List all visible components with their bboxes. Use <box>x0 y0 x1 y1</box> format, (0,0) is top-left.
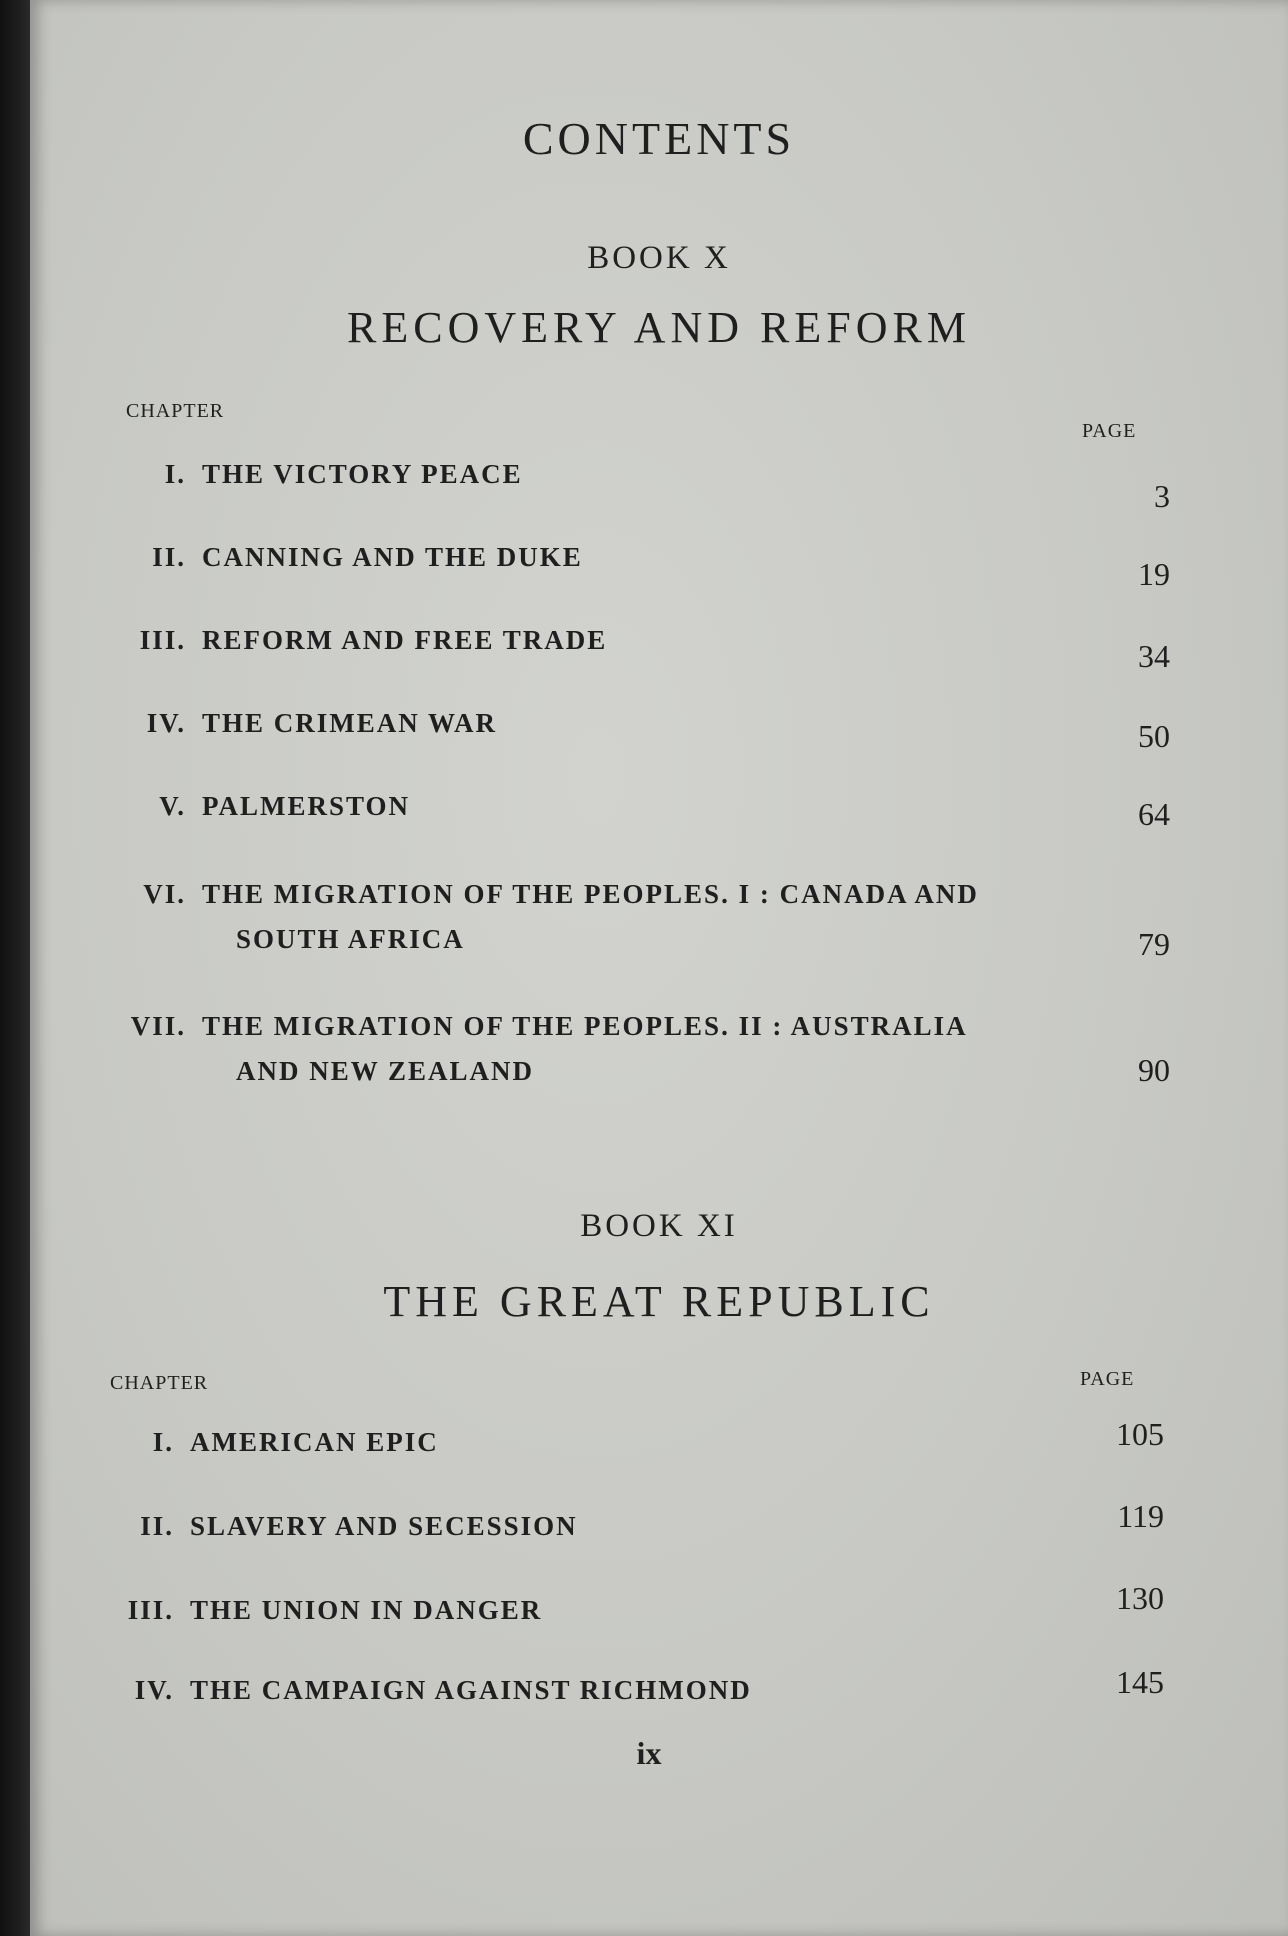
toc-entry[interactable] <box>114 1420 439 1465</box>
chapter-number: II. <box>152 542 186 572</box>
contents-title: CONTENTS <box>522 113 796 164</box>
folio-page-number: ix <box>636 1735 662 1771</box>
chapter-title: THE CAMPAIGN AGAINST RICHMOND <box>190 1675 752 1705</box>
chapter-column-heading: CHAPTER <box>126 400 225 422</box>
toc-entry[interactable] <box>126 872 979 962</box>
chapter-title-continuation: SOUTH AFRICA <box>236 924 465 954</box>
chapter-number: II. <box>140 1511 174 1541</box>
page-number: 19 <box>1138 556 1170 592</box>
chapter-number: V. <box>159 791 186 821</box>
page-number: 34 <box>1138 638 1170 674</box>
chapter-number: IV. <box>146 708 186 738</box>
page-number: 90 <box>1138 1052 1170 1088</box>
chapter-number: III. <box>139 625 186 655</box>
page-number: 79 <box>1138 926 1170 962</box>
chapter-number: VII. <box>130 1011 186 1041</box>
book-title: THE GREAT REPUBLIC <box>383 1277 935 1326</box>
page-number: 145 <box>1116 1664 1164 1700</box>
page-column-heading: PAGE <box>1080 1368 1135 1390</box>
chapter-title: SLAVERY AND SECESSION <box>190 1511 578 1541</box>
chapter-number: I. <box>152 1427 174 1457</box>
chapter-title-continuation: AND NEW ZEALAND <box>236 1056 535 1086</box>
book-label: BOOK XI <box>580 1208 738 1244</box>
chapter-title: THE MIGRATION OF THE PEOPLES. I : CANADA AND <box>202 879 979 909</box>
toc-entry[interactable] <box>126 701 497 746</box>
page-number: 119 <box>1117 1498 1164 1534</box>
chapter-number: III. <box>127 1595 174 1625</box>
toc-entry[interactable] <box>114 1504 578 1549</box>
book-title: RECOVERY AND REFORM <box>347 303 971 352</box>
toc-entry[interactable] <box>114 1668 752 1713</box>
chapter-title: REFORM AND FREE TRADE <box>202 625 608 655</box>
page-number: 64 <box>1138 796 1170 832</box>
chapter-title: THE VICTORY PEACE <box>202 459 523 489</box>
toc-entry[interactable] <box>126 452 523 497</box>
book-spine-shadow <box>0 0 30 1936</box>
page-number: 50 <box>1138 718 1170 754</box>
chapter-column-heading: CHAPTER <box>110 1372 209 1394</box>
page-number: 3 <box>1154 478 1170 514</box>
chapter-title: CANNING AND THE DUKE <box>202 542 583 572</box>
contents-page <box>30 0 1288 1936</box>
toc-entry[interactable] <box>116 1004 968 1094</box>
toc-entry[interactable] <box>126 618 607 663</box>
toc-entry[interactable] <box>114 1588 542 1633</box>
chapter-number: IV. <box>134 1675 174 1705</box>
page-column-heading: PAGE <box>1082 420 1137 442</box>
book-label: BOOK X <box>587 240 731 276</box>
chapter-title: THE MIGRATION OF THE PEOPLES. II : AUSTRALIA <box>202 1011 968 1041</box>
chapter-number: I. <box>164 459 186 489</box>
page-number: 105 <box>1116 1416 1164 1452</box>
chapter-title: AMERICAN EPIC <box>190 1427 439 1457</box>
toc-entry[interactable] <box>126 535 583 580</box>
chapter-title: PALMERSTON <box>202 791 411 821</box>
toc-entry[interactable] <box>126 784 410 829</box>
chapter-number: VI. <box>143 879 186 909</box>
page-number: 130 <box>1116 1580 1164 1616</box>
chapter-title: THE CRIMEAN WAR <box>202 708 498 738</box>
chapter-title: THE UNION IN DANGER <box>190 1595 543 1625</box>
